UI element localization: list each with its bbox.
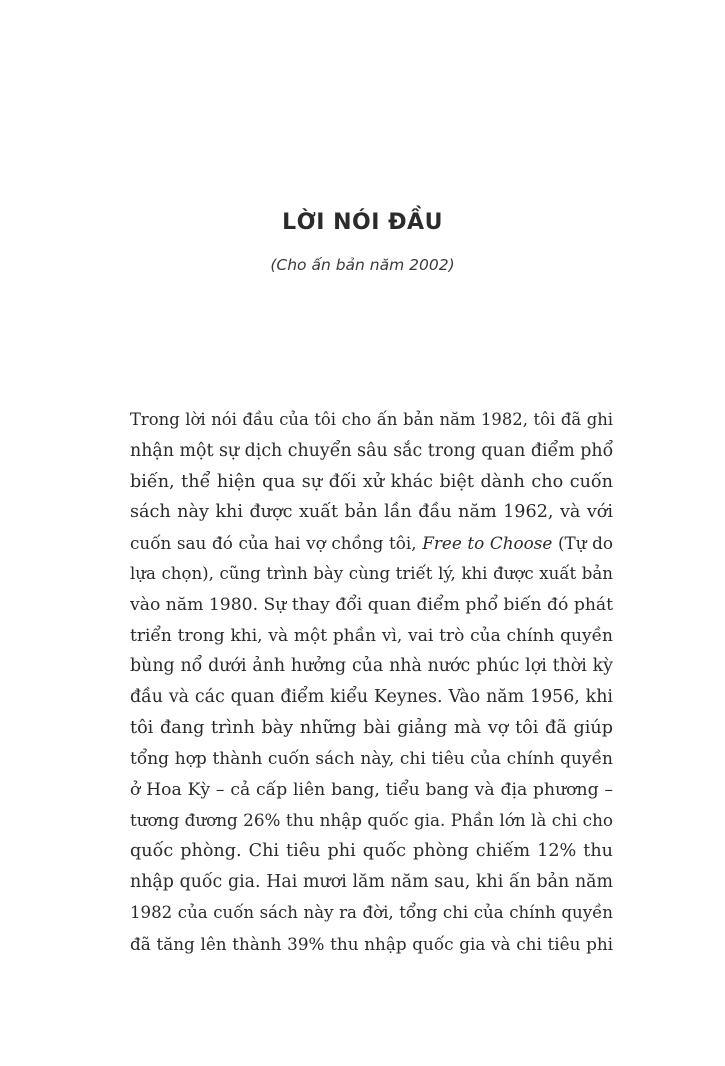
text-line: Trong lời nói đầu của tôi cho ấn bản năm 1982, tôi đã ghi bbox=[130, 410, 613, 429]
text-line: 1982 của cuốn sách này ra đời, tổng chi của chính quyền bbox=[130, 902, 613, 922]
text-line: nhập quốc gia. Hai mươi lăm năm sau, khi ấn bản năm bbox=[130, 871, 613, 892]
text-line: bùng nổ dưới ảnh hưởng của nhà nước phúc lợi thời kỳ bbox=[130, 656, 613, 677]
text-line: tương đương 26% thu nhập quốc gia. Phần lớn là chi cho bbox=[130, 810, 613, 831]
text-line: tôi đang trình bày những bài giảng mà vợ tôi đã giúp bbox=[130, 717, 613, 738]
text-line: ở Hoa Kỳ – cả cấp liên bang, tiểu bang và địa phương – bbox=[130, 779, 613, 800]
text-line: lựa chọn), cũng trình bày cùng triết lý, khi được xuất bản bbox=[130, 563, 613, 583]
text-line: quốc phòng. Chi tiêu phi quốc phòng chiếm 12% thu bbox=[130, 841, 613, 862]
text-line: triển trong khi, và một phần vì, vai trò của chính quyền bbox=[130, 625, 613, 646]
chapter-title: LỜI NÓI ĐẦU bbox=[282, 210, 443, 235]
text-line: tổng hợp thành cuốn sách này, chi tiêu của chính quyền bbox=[130, 748, 613, 769]
text-line: vào năm 1980. Sự thay đổi quan điểm phổ biến đó phát bbox=[130, 594, 613, 615]
chapter-subtitle: (Cho ấn bản năm 2002) bbox=[270, 256, 455, 274]
text-line: đầu và các quan điểm kiểu Keynes. Vào năm 1956, khi bbox=[130, 687, 613, 708]
text-line: đã tăng lên thành 39% thu nhập quốc gia và chi tiêu phi bbox=[130, 933, 613, 954]
book-title-italic: Free to Choose bbox=[422, 533, 553, 554]
text-line: biến, thể hiện qua sự đối xử khác biệt dành cho cuốn bbox=[130, 471, 613, 492]
text-segment: (Tự do bbox=[557, 533, 613, 554]
text-segment: cuốn sau đó của hai vợ chồng tôi, bbox=[130, 533, 417, 554]
body-paragraph bbox=[130, 405, 613, 959]
text-line: nhận một sự dịch chuyển sâu sắc trong quan điểm phổ bbox=[130, 440, 613, 461]
text-line bbox=[130, 528, 613, 559]
text-line: sách này khi được xuất bản lần đầu năm 1962, và với bbox=[130, 502, 613, 523]
